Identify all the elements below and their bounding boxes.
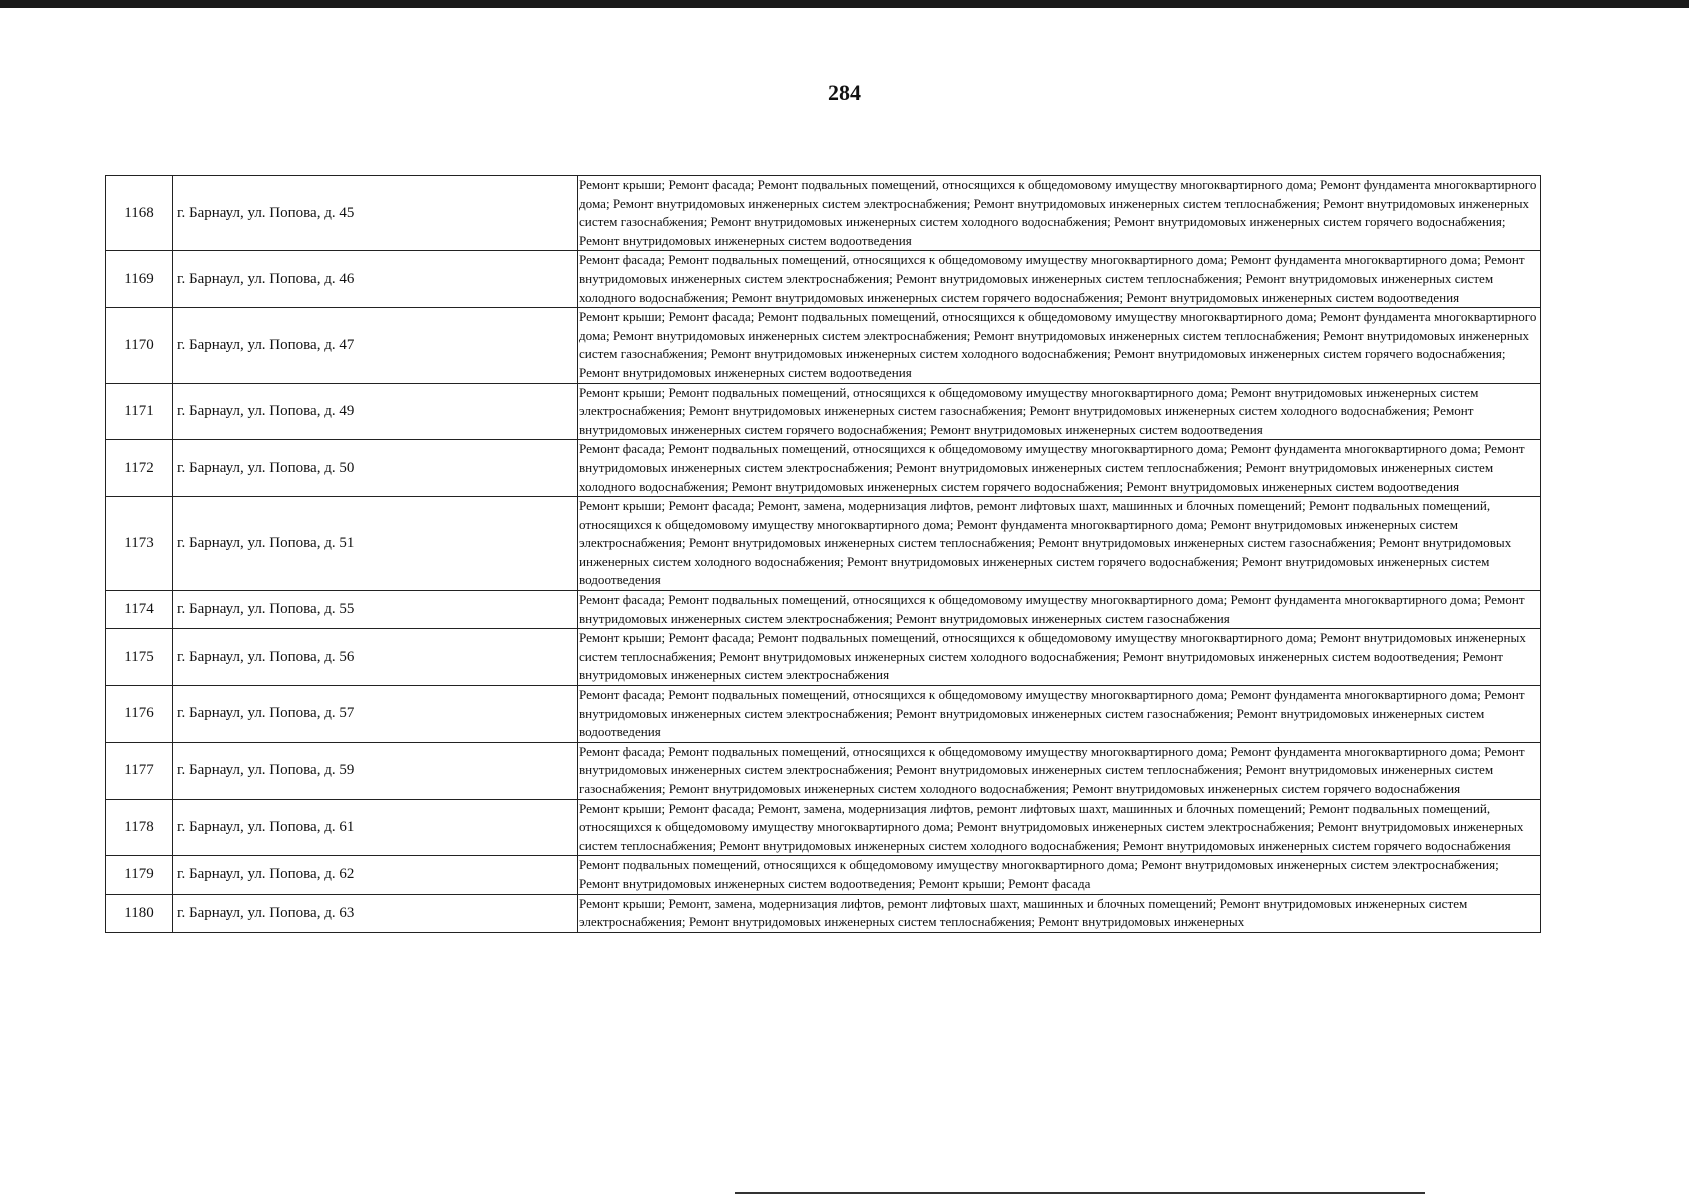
table-row (106, 308, 1541, 383)
repair-works-cell: Ремонт фасада; Ремонт подвальных помещений, относящихся к общедомовому имуществу многоквартирного дома; Ремонт фундамента многоквартирного дома; Ремонт внутридомовых инженерных систем электроснабжения; Ремонт внутридомовых инженерных систем теплоснабжения; Ремонт внутридомовых инженерных систем газоснабжения; Ремонт внутридомовых инженерных систем холодного водоснабжения; Ремонт внутридомовых инженерных систем горячего водоснабжения (578, 742, 1541, 799)
address-cell: г. Барнаул, ул. Попова, д. 50 (173, 440, 578, 497)
row-number-cell: 1171 (106, 383, 173, 440)
row-number-cell: 1176 (106, 686, 173, 743)
table-row (106, 799, 1541, 856)
table-row (106, 497, 1541, 591)
address-cell: г. Барнаул, ул. Попова, д. 63 (173, 894, 578, 932)
page-top-border (0, 0, 1689, 8)
row-number-cell: 1173 (106, 497, 173, 591)
repair-works-cell: Ремонт крыши; Ремонт фасада; Ремонт подвальных помещений, относящихся к общедомовому имуществу многоквартирного дома; Ремонт внутридомовых инженерных систем теплоснабжения; Ремонт внутридомовых инженерных систем холодного водоснабжения; Ремонт внутридомовых инженерных систем водоотведения; Ремонт внутридомовых инженерных систем электроснабжения (578, 629, 1541, 686)
row-number-cell: 1169 (106, 251, 173, 308)
repair-works-cell: Ремонт фасада; Ремонт подвальных помещений, относящихся к общедомовому имуществу многоквартирного дома; Ремонт фундамента многоквартирного дома; Ремонт внутридомовых инженерных систем электроснабжения; Ремонт внутридомовых инженерных систем газоснабжения (578, 591, 1541, 629)
footer-rule (735, 1192, 1425, 1194)
row-number-cell: 1180 (106, 894, 173, 932)
address-cell: г. Барнаул, ул. Попова, д. 46 (173, 251, 578, 308)
address-cell: г. Барнаул, ул. Попова, д. 51 (173, 497, 578, 591)
repair-works-cell: Ремонт фасада; Ремонт подвальных помещений, относящихся к общедомовому имуществу многоквартирного дома; Ремонт фундамента многоквартирного дома; Ремонт внутридомовых инженерных систем электроснабжения; Ремонт внутридомовых инженерных систем теплоснабжения; Ремонт внутридомовых инженерных систем холодного водоснабжения; Ремонт внутридомовых инженерных систем горячего водоснабжения; Ремонт внутридомовых инженерных систем водоотведения (578, 251, 1541, 308)
address-cell: г. Барнаул, ул. Попова, д. 49 (173, 383, 578, 440)
address-cell: г. Барнаул, ул. Попова, д. 57 (173, 686, 578, 743)
row-number-cell: 1178 (106, 799, 173, 856)
row-number-cell: 1170 (106, 308, 173, 383)
table-row (106, 251, 1541, 308)
table-row (106, 440, 1541, 497)
table-row (106, 629, 1541, 686)
table-row (106, 383, 1541, 440)
address-cell: г. Барнаул, ул. Попова, д. 61 (173, 799, 578, 856)
repair-table (105, 175, 1541, 933)
repair-works-cell: Ремонт фасада; Ремонт подвальных помещений, относящихся к общедомовому имуществу многоквартирного дома; Ремонт фундамента многоквартирного дома; Ремонт внутридомовых инженерных систем электроснабжения; Ремонт внутридомовых инженерных систем теплоснабжения; Ремонт внутридомовых инженерных систем холодного водоснабжения; Ремонт внутридомовых инженерных систем горячего водоснабжения; Ремонт внутридомовых инженерных систем водоотведения (578, 440, 1541, 497)
table-row (106, 176, 1541, 251)
table-row (106, 591, 1541, 629)
row-number-cell: 1177 (106, 742, 173, 799)
row-number-cell: 1175 (106, 629, 173, 686)
repair-works-cell: Ремонт крыши; Ремонт фасада; Ремонт подвальных помещений, относящихся к общедомовому имуществу многоквартирного дома; Ремонт фундамента многоквартирного дома; Ремонт внутридомовых инженерных систем электроснабжения; Ремонт внутридомовых инженерных систем теплоснабжения; Ремонт внутридомовых инженерных систем газоснабжения; Ремонт внутридомовых инженерных систем холодного водоснабжения; Ремонт внутридомовых инженерных систем горячего водоснабжения; Ремонт внутридомовых инженерных систем водоотведения (578, 176, 1541, 251)
address-cell: г. Барнаул, ул. Попова, д. 59 (173, 742, 578, 799)
repair-table-container (105, 175, 1540, 933)
row-number-cell: 1172 (106, 440, 173, 497)
address-cell: г. Барнаул, ул. Попова, д. 55 (173, 591, 578, 629)
row-number-cell: 1168 (106, 176, 173, 251)
row-number-cell: 1174 (106, 591, 173, 629)
repair-table-body (106, 176, 1541, 933)
table-row (106, 856, 1541, 894)
row-number-cell: 1179 (106, 856, 173, 894)
address-cell: г. Барнаул, ул. Попова, д. 45 (173, 176, 578, 251)
table-row (106, 686, 1541, 743)
repair-works-cell: Ремонт крыши; Ремонт фасада; Ремонт подвальных помещений, относящихся к общедомовому имуществу многоквартирного дома; Ремонт фундамента многоквартирного дома; Ремонт внутридомовых инженерных систем электроснабжения; Ремонт внутридомовых инженерных систем теплоснабжения; Ремонт внутридомовых инженерных систем газоснабжения; Ремонт внутридомовых инженерных систем холодного водоснабжения; Ремонт внутридомовых инженерных систем горячего водоснабжения; Ремонт внутридомовых инженерных систем водоотведения (578, 308, 1541, 383)
repair-works-cell: Ремонт крыши; Ремонт фасада; Ремонт, замена, модернизация лифтов, ремонт лифтовых шахт, машинных и блочных помещений; Ремонт подвальных помещений, относящихся к общедомовому имуществу многоквартирного дома; Ремонт внутридомовых инженерных систем электроснабжения; Ремонт внутридомовых инженерных систем теплоснабжения; Ремонт внутридомовых инженерных систем холодного водоснабжения; Ремонт внутридомовых инженерных систем горячего водоснабжения (578, 799, 1541, 856)
repair-works-cell: Ремонт фасада; Ремонт подвальных помещений, относящихся к общедомовому имуществу многоквартирного дома; Ремонт фундамента многоквартирного дома; Ремонт внутридомовых инженерных систем электроснабжения; Ремонт внутридомовых инженерных систем газоснабжения; Ремонт внутридомовых инженерных систем водоотведения (578, 686, 1541, 743)
repair-works-cell: Ремонт крыши; Ремонт фасада; Ремонт, замена, модернизация лифтов, ремонт лифтовых шахт, машинных и блочных помещений; Ремонт подвальных помещений, относящихся к общедомовому имуществу многоквартирного дома; Ремонт фундамента многоквартирного дома; Ремонт внутридомовых инженерных систем электроснабжения; Ремонт внутридомовых инженерных систем теплоснабжения; Ремонт внутридомовых инженерных систем газоснабжения; Ремонт внутридомовых инженерных систем холодного водоснабжения; Ремонт внутридомовых инженерных систем горячего водоснабжения; Ремонт внутридомовых инженерных систем водоотведения (578, 497, 1541, 591)
table-row (106, 894, 1541, 932)
address-cell: г. Барнаул, ул. Попова, д. 62 (173, 856, 578, 894)
address-cell: г. Барнаул, ул. Попова, д. 56 (173, 629, 578, 686)
table-row (106, 742, 1541, 799)
repair-works-cell: Ремонт крыши; Ремонт подвальных помещений, относящихся к общедомовому имуществу многоквартирного дома; Ремонт внутридомовых инженерных систем электроснабжения; Ремонт внутридомовых инженерных систем газоснабжения; Ремонт внутридомовых инженерных систем холодного водоснабжения; Ремонт внутридомовых инженерных систем горячего водоснабжения; Ремонт внутридомовых инженерных систем водоотведения (578, 383, 1541, 440)
page-number: 284 (828, 80, 861, 105)
repair-works-cell: Ремонт подвальных помещений, относящихся к общедомовому имуществу многоквартирного дома; Ремонт внутридомовых инженерных систем электроснабжения; Ремонт внутридомовых инженерных систем водоотведения; Ремонт крыши; Ремонт фасада (578, 856, 1541, 894)
address-cell: г. Барнаул, ул. Попова, д. 47 (173, 308, 578, 383)
repair-works-cell: Ремонт крыши; Ремонт, замена, модернизация лифтов, ремонт лифтовых шахт, машинных и блочных помещений; Ремонт внутридомовых инженерных систем электроснабжения; Ремонт внутридомовых инженерных систем теплоснабжения; Ремонт внутридомовых инженерных (578, 894, 1541, 932)
